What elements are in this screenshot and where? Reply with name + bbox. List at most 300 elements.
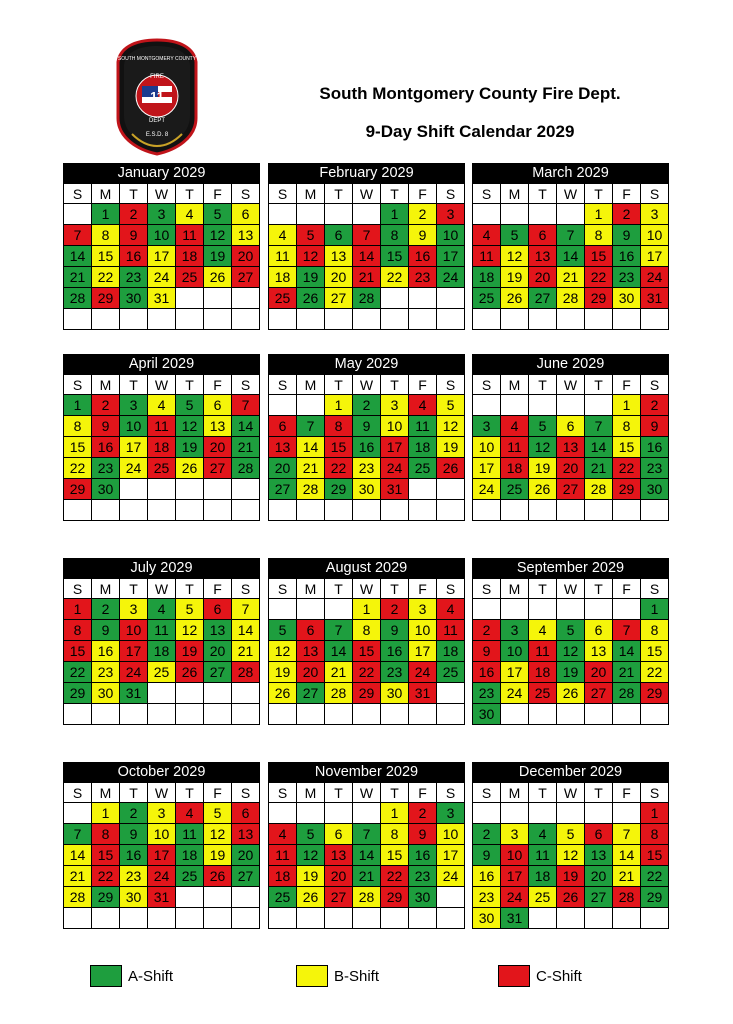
month-calendar xyxy=(268,762,465,929)
day-cell: 6 xyxy=(297,620,325,641)
weekday-label: M xyxy=(92,184,120,204)
empty-cell xyxy=(64,908,92,929)
day-cell: 23 xyxy=(409,866,437,887)
weekday-label: S xyxy=(641,375,669,395)
month-calendar xyxy=(472,163,669,330)
day-cell: 21 xyxy=(232,641,260,662)
day-cell: 2 xyxy=(641,395,669,416)
empty-cell xyxy=(297,908,325,929)
day-cell: 12 xyxy=(269,641,297,662)
day-cell: 9 xyxy=(473,845,501,866)
weekday-label: T xyxy=(176,375,204,395)
day-cell: 19 xyxy=(204,845,232,866)
empty-cell xyxy=(557,309,585,330)
day-cell: 3 xyxy=(501,824,529,845)
day-cell: 26 xyxy=(269,683,297,704)
empty-cell xyxy=(529,500,557,521)
day-cell: 2 xyxy=(473,824,501,845)
day-cell: 3 xyxy=(120,599,148,620)
empty-cell xyxy=(473,309,501,330)
day-cell: 11 xyxy=(148,416,176,437)
day-cell: 7 xyxy=(585,416,613,437)
day-cell: 21 xyxy=(557,267,585,288)
day-cell: 1 xyxy=(641,599,669,620)
empty-cell xyxy=(176,309,204,330)
weekday-label: S xyxy=(473,184,501,204)
weekday-label: M xyxy=(297,579,325,599)
empty-cell xyxy=(353,500,381,521)
day-cell: 29 xyxy=(353,683,381,704)
day-cell: 5 xyxy=(204,803,232,824)
day-cell: 14 xyxy=(297,437,325,458)
empty-cell xyxy=(437,887,465,908)
empty-cell xyxy=(148,908,176,929)
day-cell: 2 xyxy=(613,204,641,225)
day-cell: 6 xyxy=(325,824,353,845)
day-cell: 13 xyxy=(585,641,613,662)
day-cell: 27 xyxy=(557,479,585,500)
day-cell: 19 xyxy=(297,866,325,887)
empty-cell xyxy=(232,500,260,521)
empty-cell xyxy=(381,500,409,521)
day-cell: 6 xyxy=(557,416,585,437)
day-cell: 21 xyxy=(64,866,92,887)
day-cell: 1 xyxy=(613,395,641,416)
day-cell: 23 xyxy=(353,458,381,479)
day-cell: 2 xyxy=(409,204,437,225)
month-days-grid xyxy=(63,782,260,929)
day-cell: 16 xyxy=(120,246,148,267)
weekday-label: F xyxy=(204,579,232,599)
day-cell: 16 xyxy=(473,866,501,887)
day-cell: 22 xyxy=(381,267,409,288)
weekday-label: T xyxy=(120,579,148,599)
weekday-label: S xyxy=(232,375,260,395)
day-cell: 12 xyxy=(529,437,557,458)
day-cell: 3 xyxy=(437,803,465,824)
day-cell: 1 xyxy=(92,803,120,824)
day-cell: 13 xyxy=(269,437,297,458)
weekday-label: S xyxy=(269,579,297,599)
day-cell: 26 xyxy=(557,683,585,704)
day-cell: 28 xyxy=(64,887,92,908)
weekday-label: M xyxy=(297,783,325,803)
day-cell: 29 xyxy=(64,479,92,500)
day-cell: 27 xyxy=(325,288,353,309)
day-cell: 5 xyxy=(176,599,204,620)
day-cell: 1 xyxy=(64,395,92,416)
day-cell: 14 xyxy=(613,641,641,662)
empty-cell xyxy=(585,599,613,620)
day-cell: 24 xyxy=(501,683,529,704)
empty-cell xyxy=(557,908,585,929)
weekday-label: F xyxy=(613,579,641,599)
day-cell: 11 xyxy=(501,437,529,458)
day-cell: 8 xyxy=(64,416,92,437)
day-cell: 30 xyxy=(613,288,641,309)
day-cell: 15 xyxy=(641,641,669,662)
empty-cell xyxy=(325,309,353,330)
day-cell: 18 xyxy=(501,458,529,479)
empty-cell xyxy=(148,704,176,725)
day-cell: 5 xyxy=(176,395,204,416)
weekday-label: S xyxy=(473,375,501,395)
month-title: July 2029 xyxy=(63,558,260,578)
day-cell: 29 xyxy=(381,887,409,908)
day-cell: 4 xyxy=(473,225,501,246)
empty-cell xyxy=(557,204,585,225)
day-cell: 15 xyxy=(381,246,409,267)
badge-top-text: SOUTH MONTGOMERY COUNTY xyxy=(117,56,197,62)
day-cell: 19 xyxy=(529,458,557,479)
day-cell: 7 xyxy=(297,416,325,437)
day-cell: 20 xyxy=(529,267,557,288)
day-cell: 31 xyxy=(381,479,409,500)
day-cell: 15 xyxy=(325,437,353,458)
day-cell: 10 xyxy=(409,620,437,641)
day-cell: 6 xyxy=(269,416,297,437)
empty-cell xyxy=(473,599,501,620)
weekday-label: W xyxy=(148,783,176,803)
day-cell: 10 xyxy=(437,824,465,845)
weekday-label: W xyxy=(557,579,585,599)
day-cell: 25 xyxy=(269,887,297,908)
day-cell: 24 xyxy=(120,458,148,479)
month-calendar xyxy=(472,558,669,725)
day-cell: 30 xyxy=(92,479,120,500)
day-cell: 8 xyxy=(641,620,669,641)
empty-cell xyxy=(269,803,297,824)
day-cell: 25 xyxy=(529,887,557,908)
weekday-label: F xyxy=(613,375,641,395)
empty-cell xyxy=(232,309,260,330)
empty-cell xyxy=(641,908,669,929)
day-cell: 28 xyxy=(325,683,353,704)
month-calendar xyxy=(268,163,465,330)
day-cell: 9 xyxy=(120,225,148,246)
day-cell: 4 xyxy=(437,599,465,620)
day-cell: 1 xyxy=(381,204,409,225)
day-cell: 19 xyxy=(204,246,232,267)
day-cell: 31 xyxy=(501,908,529,929)
empty-cell xyxy=(557,803,585,824)
day-cell: 18 xyxy=(269,866,297,887)
weekday-label: T xyxy=(585,579,613,599)
month-days-grid xyxy=(63,183,260,330)
empty-cell xyxy=(297,500,325,521)
weekday-label: S xyxy=(641,783,669,803)
empty-cell xyxy=(501,395,529,416)
empty-cell xyxy=(501,704,529,725)
day-cell: 14 xyxy=(232,620,260,641)
empty-cell xyxy=(585,395,613,416)
empty-cell xyxy=(529,704,557,725)
day-cell: 20 xyxy=(204,437,232,458)
day-cell: 25 xyxy=(473,288,501,309)
weekday-label: S xyxy=(437,375,465,395)
day-cell: 16 xyxy=(120,845,148,866)
empty-cell xyxy=(297,803,325,824)
day-cell: 7 xyxy=(613,620,641,641)
weekday-label: W xyxy=(353,783,381,803)
empty-cell xyxy=(501,204,529,225)
month-title: October 2029 xyxy=(63,762,260,782)
weekday-label: T xyxy=(120,783,148,803)
day-cell: 27 xyxy=(325,887,353,908)
day-cell: 5 xyxy=(557,620,585,641)
day-cell: 21 xyxy=(325,662,353,683)
weekday-label: W xyxy=(353,375,381,395)
day-cell: 28 xyxy=(353,887,381,908)
month-calendar xyxy=(268,558,465,725)
empty-cell xyxy=(325,704,353,725)
day-cell: 23 xyxy=(613,267,641,288)
day-cell: 16 xyxy=(613,246,641,267)
day-cell: 27 xyxy=(297,683,325,704)
weekday-label: T xyxy=(529,375,557,395)
day-cell: 10 xyxy=(120,416,148,437)
day-cell: 27 xyxy=(204,662,232,683)
day-cell: 15 xyxy=(585,246,613,267)
day-cell: 24 xyxy=(409,662,437,683)
empty-cell xyxy=(204,479,232,500)
weekday-label: W xyxy=(557,783,585,803)
day-cell: 19 xyxy=(557,866,585,887)
day-cell: 25 xyxy=(409,458,437,479)
empty-cell xyxy=(148,309,176,330)
month-title: December 2029 xyxy=(472,762,669,782)
day-cell: 18 xyxy=(529,662,557,683)
day-cell: 30 xyxy=(120,288,148,309)
weekday-label: T xyxy=(325,579,353,599)
day-cell: 28 xyxy=(353,288,381,309)
day-cell: 22 xyxy=(585,267,613,288)
day-cell: 18 xyxy=(176,246,204,267)
day-cell: 21 xyxy=(353,267,381,288)
weekday-label: F xyxy=(613,184,641,204)
day-cell: 17 xyxy=(381,437,409,458)
day-cell: 22 xyxy=(92,267,120,288)
empty-cell xyxy=(325,908,353,929)
day-cell: 28 xyxy=(297,479,325,500)
day-cell: 25 xyxy=(501,479,529,500)
day-cell: 17 xyxy=(409,641,437,662)
empty-cell xyxy=(529,204,557,225)
month-title: February 2029 xyxy=(268,163,465,183)
day-cell: 17 xyxy=(148,246,176,267)
weekday-label: M xyxy=(297,184,325,204)
day-cell: 17 xyxy=(501,662,529,683)
empty-cell xyxy=(409,500,437,521)
day-cell: 4 xyxy=(176,803,204,824)
a-shift-swatch xyxy=(90,965,122,987)
empty-cell xyxy=(297,704,325,725)
day-cell: 26 xyxy=(204,267,232,288)
weekday-label: T xyxy=(176,579,204,599)
weekday-label: S xyxy=(64,375,92,395)
day-cell: 13 xyxy=(232,225,260,246)
weekday-label: F xyxy=(409,184,437,204)
day-cell: 25 xyxy=(176,267,204,288)
day-cell: 20 xyxy=(557,458,585,479)
day-cell: 18 xyxy=(409,437,437,458)
legend-a-shift xyxy=(90,965,173,987)
day-cell: 1 xyxy=(325,395,353,416)
day-cell: 30 xyxy=(353,479,381,500)
weekday-label: T xyxy=(529,579,557,599)
day-cell: 30 xyxy=(92,683,120,704)
day-cell: 23 xyxy=(120,267,148,288)
empty-cell xyxy=(641,309,669,330)
weekday-label: M xyxy=(501,184,529,204)
empty-cell xyxy=(557,395,585,416)
weekday-label: T xyxy=(585,375,613,395)
empty-cell xyxy=(409,288,437,309)
weekday-label: W xyxy=(148,579,176,599)
day-cell: 29 xyxy=(641,683,669,704)
day-cell: 26 xyxy=(176,662,204,683)
day-cell: 23 xyxy=(381,662,409,683)
month-title: April 2029 xyxy=(63,354,260,374)
weekday-label: T xyxy=(176,184,204,204)
empty-cell xyxy=(353,309,381,330)
day-cell: 10 xyxy=(641,225,669,246)
day-cell: 24 xyxy=(381,458,409,479)
day-cell: 31 xyxy=(120,683,148,704)
day-cell: 19 xyxy=(297,267,325,288)
weekday-label: F xyxy=(204,783,232,803)
day-cell: 18 xyxy=(269,267,297,288)
weekday-label: F xyxy=(204,375,232,395)
day-cell: 2 xyxy=(409,803,437,824)
empty-cell xyxy=(232,908,260,929)
day-cell: 13 xyxy=(297,641,325,662)
day-cell: 8 xyxy=(353,620,381,641)
day-cell: 11 xyxy=(148,620,176,641)
weekday-label: M xyxy=(92,375,120,395)
day-cell: 16 xyxy=(381,641,409,662)
day-cell: 1 xyxy=(381,803,409,824)
day-cell: 30 xyxy=(381,683,409,704)
empty-cell xyxy=(232,704,260,725)
legend-label: A-Shift xyxy=(128,967,174,985)
empty-cell xyxy=(297,309,325,330)
day-cell: 31 xyxy=(148,887,176,908)
day-cell: 25 xyxy=(148,458,176,479)
empty-cell xyxy=(437,500,465,521)
day-cell: 13 xyxy=(204,416,232,437)
day-cell: 4 xyxy=(269,824,297,845)
legend-label: C-Shift xyxy=(536,967,582,985)
day-cell: 27 xyxy=(529,288,557,309)
day-cell: 18 xyxy=(529,866,557,887)
weekday-label: M xyxy=(501,375,529,395)
month-calendar xyxy=(63,354,260,521)
day-cell: 20 xyxy=(325,866,353,887)
empty-cell xyxy=(585,803,613,824)
day-cell: 28 xyxy=(585,479,613,500)
day-cell: 30 xyxy=(641,479,669,500)
weekday-label: T xyxy=(120,184,148,204)
day-cell: 24 xyxy=(473,479,501,500)
day-cell: 28 xyxy=(613,887,641,908)
day-cell: 29 xyxy=(92,288,120,309)
weekday-label: S xyxy=(473,579,501,599)
day-cell: 3 xyxy=(641,204,669,225)
day-cell: 23 xyxy=(92,662,120,683)
day-cell: 10 xyxy=(381,416,409,437)
day-cell: 5 xyxy=(297,824,325,845)
empty-cell xyxy=(381,704,409,725)
day-cell: 14 xyxy=(353,246,381,267)
day-cell: 25 xyxy=(437,662,465,683)
day-cell: 9 xyxy=(92,620,120,641)
empty-cell xyxy=(325,500,353,521)
weekday-label: F xyxy=(409,783,437,803)
empty-cell xyxy=(409,479,437,500)
day-cell: 18 xyxy=(148,641,176,662)
day-cell: 3 xyxy=(148,204,176,225)
empty-cell xyxy=(409,704,437,725)
empty-cell xyxy=(120,309,148,330)
empty-cell xyxy=(232,887,260,908)
page-title: South Montgomery County Fire Dept. xyxy=(319,84,621,103)
empty-cell xyxy=(92,500,120,521)
day-cell: 10 xyxy=(437,225,465,246)
day-cell: 16 xyxy=(409,845,437,866)
weekday-label: T xyxy=(325,184,353,204)
day-cell: 24 xyxy=(437,866,465,887)
legend-b-shift xyxy=(296,965,379,987)
day-cell: 30 xyxy=(409,887,437,908)
day-cell: 22 xyxy=(613,458,641,479)
day-cell: 20 xyxy=(585,866,613,887)
day-cell: 16 xyxy=(473,662,501,683)
day-cell: 15 xyxy=(641,845,669,866)
day-cell: 2 xyxy=(353,395,381,416)
day-cell: 21 xyxy=(613,662,641,683)
day-cell: 26 xyxy=(557,887,585,908)
weekday-label: M xyxy=(297,375,325,395)
day-cell: 11 xyxy=(473,246,501,267)
weekday-label: T xyxy=(176,783,204,803)
day-cell: 10 xyxy=(501,845,529,866)
day-cell: 7 xyxy=(64,225,92,246)
fire-dept-badge-icon xyxy=(114,38,200,156)
day-cell: 4 xyxy=(529,824,557,845)
month-calendar xyxy=(63,762,260,929)
empty-cell xyxy=(529,803,557,824)
day-cell: 26 xyxy=(529,479,557,500)
empty-cell xyxy=(557,704,585,725)
empty-cell xyxy=(176,683,204,704)
day-cell: 11 xyxy=(409,416,437,437)
badge-dept-text: DEPT xyxy=(148,118,166,124)
day-cell: 15 xyxy=(613,437,641,458)
empty-cell xyxy=(529,395,557,416)
empty-cell xyxy=(325,803,353,824)
day-cell: 4 xyxy=(148,395,176,416)
page-subtitle: 9-Day Shift Calendar 2029 xyxy=(365,122,575,141)
empty-cell xyxy=(232,288,260,309)
day-cell: 21 xyxy=(64,267,92,288)
weekday-label: T xyxy=(120,375,148,395)
empty-cell xyxy=(64,309,92,330)
empty-cell xyxy=(269,908,297,929)
day-cell: 3 xyxy=(381,395,409,416)
weekday-label: S xyxy=(437,783,465,803)
day-cell: 5 xyxy=(297,225,325,246)
